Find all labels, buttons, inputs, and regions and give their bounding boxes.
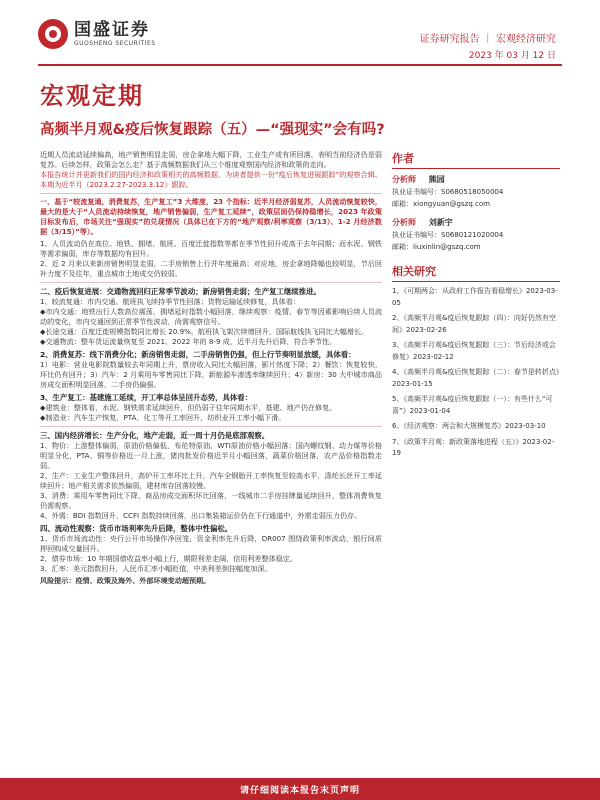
section-heading: 3、生产复工：基建施工延续，开工率总体呈回升态势，具体看： bbox=[40, 393, 253, 402]
section bbox=[40, 286, 382, 347]
section-item: ◆长途交通：百度迁徙规模指数同比增长 20.9%，航班执飞架次续增回升，国际航线执飞同比大幅增长。 bbox=[40, 327, 369, 336]
section-item: ◆交通物流：整车货运流量恢复至 2021、2022 年的 8-9 成，近半月先升后降，符合季节性。 bbox=[40, 337, 337, 346]
analyst-role: 分析师 bbox=[392, 175, 416, 184]
section bbox=[40, 349, 382, 390]
divider bbox=[40, 282, 382, 283]
section-heading: 三、国内经济增长：生产分化，地产走弱，近一周十月仍是底部观察。 bbox=[40, 431, 270, 440]
section-item: 1、物价：上游整体偏弱，原油价格偏低，布伦特原油、WTI原油价格小幅回落；国内螺纹钢、动力煤等价格明显分化，PTA、铜等价格近一月上涨，猪肉批发价格近半月小幅回落，蔬菜价格回落，农产品价格指数走弱。 bbox=[40, 441, 382, 470]
analyst-name: 熊园 bbox=[428, 175, 445, 184]
analyst-license: 执业证书编号：S0680518050004 bbox=[392, 188, 504, 196]
report-date: 2023 年 03 月 12 日 bbox=[468, 51, 556, 61]
related-report-link[interactable]: 1、《可期两会：从政府工作报告看稳增长》2023-03-05 bbox=[392, 287, 558, 307]
related-report-link[interactable]: 4、《高频半月观&疫后恢复跟踪（二）：春节是转折点》2023-01-15 bbox=[392, 368, 560, 388]
analyst-email[interactable]: 邮箱：liuxinlin@gszq.com bbox=[392, 243, 481, 251]
section-item: 1、货币市场流动性：央行公开市场操作净回笼，资金利率先升后降，DR007 围绕政策利率波动，银行间质押回购成交量回升。 bbox=[40, 534, 382, 553]
analyst-email[interactable]: 邮箱：xiongyuan@gszq.com bbox=[392, 200, 490, 208]
note-item: 1、人员流动仍在高位。地铁、拥堵、航班、百度迁徙指数等都在季节性回升或高于去年同期；而水泥、钢铁等需求偏弱，库存等数据均有回升。 bbox=[40, 239, 382, 258]
section-item: ◆建筑业：整体看，水泥、钢铁需求延续回升，但仍弱于往年同期水平，基建、地产仍在修复。 bbox=[40, 403, 337, 412]
page-footer bbox=[0, 778, 600, 800]
report-category-title: 宏观定期 bbox=[40, 82, 144, 110]
summary-point: 一、基于“较流复通，消费复苏，生产复工”3 大维度，23 个指标：近半月经济弱复苏，人员流动恢复较快，最大的是大于“人员流动持续恢复，地产销售偏弱，生产复工延续”，政策层面仍保持稳增长，2023 年政策目标发布后，市场关注“强现实”的兑现情况（具体已在下方的“地产观察/利率观察（3/13）、1-2 月经济数据（3/15）”等）。 bbox=[40, 197, 382, 236]
section-item: ◆市内交通：地铁出行人数高位震荡，拥堵延时指数小幅回落，继续观察：疫情、春节等因素影响后续人员流动的变化，市内交通回到正常季节性波动，尚需观察信号。 bbox=[40, 307, 382, 326]
section bbox=[40, 430, 382, 521]
related-report-link[interactable]: 5、《高频半月观&疫后恢复跟踪（一）：有些什么“可喜”》2023-01-04 bbox=[392, 395, 553, 415]
section-heading: 2、消费复苏：线下消费分化；新房销售走弱，二手房销售仍强，但上行节奏明显放缓，具体看： bbox=[40, 350, 356, 359]
section-item: 3、汇率：美元指数回升，人民币汇率小幅贬值，中美利差倒挂幅度加深。 bbox=[40, 564, 272, 573]
section-item: ◆制造业：汽车生产恢复，PTA、化工等开工率回升，纺织业开工率小幅下滑。 bbox=[40, 413, 286, 422]
main-content bbox=[40, 150, 382, 586]
section-item: 1）电影：营业电影院数量较去年同期上升，票房收入同比大幅回落，影片热度下降；2）餐饮：恢复较快，环比仍有回升；3）汽车：2 月乘用车零售同比下降，新能源车渗透率继续回升；4）新房：30 大中城市商品房成交面积明显回落，二手房仍偏强。 bbox=[40, 360, 382, 389]
section-heading: 四、流动性观察：货币市场利率先升后降，整体中性偏松。 bbox=[40, 524, 233, 533]
logo-icon bbox=[38, 19, 68, 49]
summary-block bbox=[40, 197, 382, 237]
intro-paragraph: 本报告统计并更新我们的国内经济和政策相关的高频数据，为读者提供一份“疫后恢复进展跟踪”的观察合辑。本期为近半月（2023.2.27-2023.3.12）跟踪。 bbox=[40, 170, 382, 189]
intro-paragraph: 近期人员流动延续偏高，地产销售明显走弱，房企拿地大幅下降，工业生产或有所回落，表明当前经济仍是弱复苏。后续怎样，政策会怎么走？基于高频数据我们从三个维度观察国内经济和政策的走向。 bbox=[40, 150, 382, 169]
related-research-heading: 相关研究 bbox=[392, 263, 560, 282]
intro-block bbox=[40, 150, 382, 190]
company-logo bbox=[38, 19, 156, 49]
related-report-link[interactable]: 3、《高频半月观&疫后恢复跟踪（三）：节后经济或会修复》2023-02-12 bbox=[392, 341, 556, 361]
section-item: 2、债券市场：10 年期国债收益率小幅上行，期限利差走阔，信用利差整体稳定。 bbox=[40, 554, 297, 563]
analyst-license: 执业证书编号：S0680121020004 bbox=[392, 231, 504, 239]
logo-name-en: GUOSHENG SECURITIES bbox=[74, 39, 156, 47]
section bbox=[40, 392, 382, 423]
analyst-name: 刘新宇 bbox=[428, 218, 453, 227]
analyst-card bbox=[392, 173, 560, 210]
sidebar bbox=[392, 150, 560, 464]
divider bbox=[40, 426, 382, 427]
header-divider bbox=[38, 64, 562, 66]
analyst-card bbox=[392, 216, 560, 253]
analyst-role: 分析师 bbox=[392, 218, 416, 227]
risk-warning: 风险提示：疫情、政策及海外、外部环境变动超预期。 bbox=[40, 576, 211, 585]
related-report-link[interactable]: 6、《经济观察：两会和大规模复苏》2023-03-10 bbox=[392, 422, 546, 430]
section-item: 4、外需：BDI 指数回升，CCFI 指数持续回落，出口集装箱运价仍在下行通道中，外需走弱压力仍存。 bbox=[40, 511, 362, 520]
section-heading: 二、疫后恢复进展：交通物流回归正常季节波动；新房销售走弱；生产复工继续推进。 bbox=[40, 287, 321, 296]
note-item: 2、近 2 月来以来新房销售明显走弱，二手房销售上行并年度最高；对应地，房企拿地降幅也较明显，节后回补力度不及往年，重点城市土地成交仍较弱。 bbox=[40, 259, 382, 278]
page-header bbox=[0, 0, 600, 66]
report-type: 证券研究报告 ｜ 宏观经济研究 bbox=[419, 34, 556, 45]
section bbox=[40, 523, 382, 574]
section-item: 1、较流复通：市内交通、航班执飞续持季节性回落；货物运输延续修复，具体看： bbox=[40, 297, 300, 306]
authors-heading: 作者 bbox=[392, 150, 560, 169]
disclaimer-note: 请仔细阅读本报告末页声明 bbox=[239, 786, 360, 796]
logo-name-cn: 国盛证券 bbox=[74, 19, 150, 40]
divider bbox=[40, 193, 382, 194]
section-item: 3、消费：乘用车零售同比下降，商品房成交面积环比回落，一线城市二手房挂牌量延续回升，整体消费恢复仍需观察。 bbox=[40, 491, 382, 510]
report-title: 高频半月观&疫后恢复跟踪（五）—“强现实”会有吗? bbox=[40, 122, 385, 138]
related-report-link[interactable]: 2、《高频半月观&疫后恢复跟踪（四）：向好仍然有空间》2023-02-26 bbox=[392, 314, 556, 334]
section-item: 2、生产：工业生产整体回升，高炉开工率环比上升，汽车全钢胎开工率恢复至较高水平，涤纶长丝开工率延续回升；地产相关需求依然偏弱，建材库存回落较慢。 bbox=[40, 471, 382, 490]
related-report-link[interactable]: 7、《政策半月观：新政策落地进程（五）》2023-02-19 bbox=[392, 437, 555, 457]
notes-block bbox=[40, 239, 382, 279]
